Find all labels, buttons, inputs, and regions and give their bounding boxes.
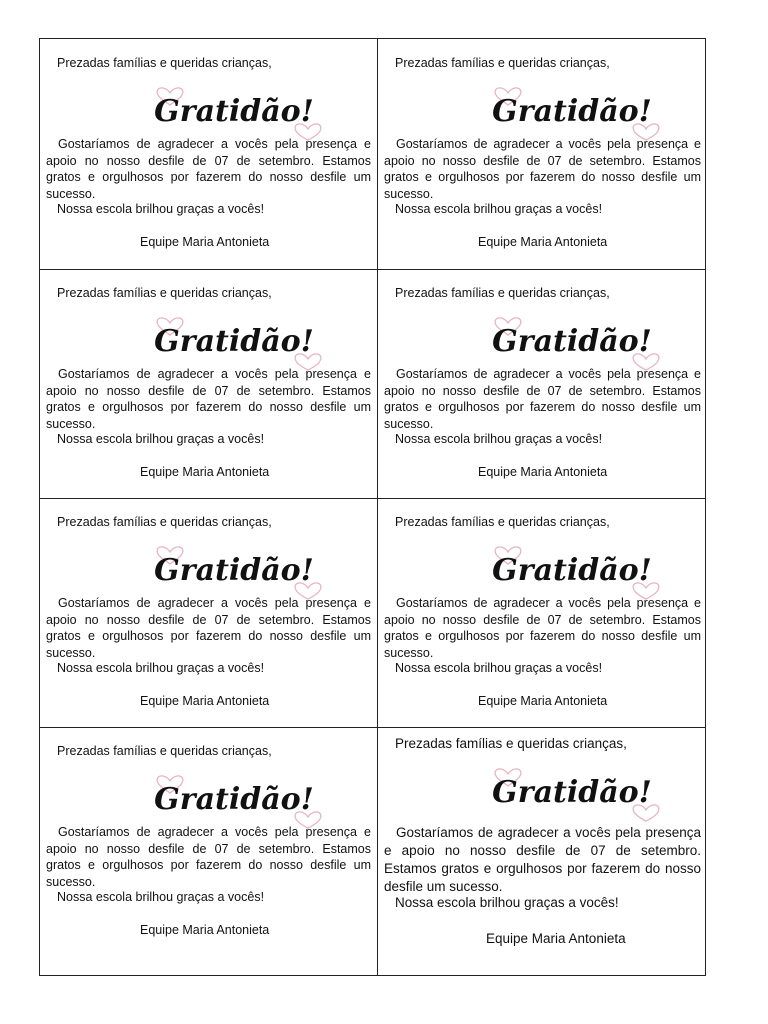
- message-text: Gostaríamos de agradecer a vocês pela presença e apoio no nosso desfile de 07 de setembro. Estamos gratos e orgulhosos por fazerem do nosso desfile um sucesso.: [46, 596, 371, 660]
- greeting: Prezadas famílias e queridas crianças,: [57, 286, 272, 300]
- message-body: [384, 366, 701, 432]
- gratidao-logo: [470, 538, 675, 600]
- signature: Equipe Maria Antonieta: [478, 694, 608, 708]
- message-text: Gostaríamos de agradecer a vocês pela presença e apoio no nosso desfile de 07 de setembro. Estamos gratos e orgulhosos por fazerem do nosso desfile um sucesso.: [384, 596, 701, 660]
- svg-text:Gratidão!: Gratidão!: [154, 553, 314, 588]
- signature: Equipe Maria Antonieta: [140, 694, 270, 708]
- message-text: Gostaríamos de agradecer a vocês pela presença e apoio no nosso desfile de 07 de setembro. Estamos gratos e orgulhosos por fazerem do nosso desfile um sucesso.: [46, 825, 371, 889]
- signature: Equipe Maria Antonieta: [140, 235, 270, 249]
- thank-you-card: [40, 727, 377, 977]
- closing-line: Nossa escola brilhou graças a vocês!: [57, 202, 265, 216]
- closing-line: Nossa escola brilhou graças a vocês!: [57, 661, 265, 675]
- svg-text:Gratidão!: Gratidão!: [154, 94, 314, 129]
- message-body: [384, 824, 701, 896]
- svg-text:Gratidão!: Gratidão!: [492, 324, 652, 359]
- message-text: Gostaríamos de agradecer a vocês pela presença e apoio no nosso desfile de 07 de setembro. Estamos gratos e orgulhosos por fazerem do nosso desfile um sucesso.: [384, 367, 701, 431]
- closing-line: Nossa escola brilhou graças a vocês!: [395, 432, 603, 446]
- greeting: Prezadas famílias e queridas crianças,: [395, 736, 627, 751]
- signature: Equipe Maria Antonieta: [140, 465, 270, 479]
- signature: Equipe Maria Antonieta: [478, 465, 608, 479]
- svg-text:Gratidão!: Gratidão!: [492, 94, 652, 129]
- closing-line: Nossa escola brilhou graças a vocês!: [395, 895, 619, 910]
- thank-you-card: [378, 269, 707, 498]
- signature: Equipe Maria Antonieta: [140, 923, 270, 937]
- svg-text:Gratidão!: Gratidão!: [154, 324, 314, 359]
- thank-you-card: [378, 498, 707, 727]
- gratidao-logo: [132, 767, 337, 829]
- thank-you-card: [40, 498, 377, 727]
- message-body: [46, 136, 371, 202]
- gratidao-logo: [470, 760, 675, 822]
- message-body: [46, 824, 371, 890]
- message-body: [46, 595, 371, 661]
- thank-you-card: [378, 727, 707, 977]
- message-body: [46, 366, 371, 432]
- closing-line: Nossa escola brilhou graças a vocês!: [57, 432, 265, 446]
- thank-you-card: [40, 269, 377, 498]
- closing-line: Nossa escola brilhou graças a vocês!: [57, 890, 265, 904]
- closing-line: Nossa escola brilhou graças a vocês!: [395, 202, 603, 216]
- message-text: Gostaríamos de agradecer a vocês pela presença e apoio no nosso desfile de 07 de setembro. Estamos gratos e orgulhosos por fazerem do nosso desfile um sucesso.: [384, 137, 701, 201]
- message-body: [384, 595, 701, 661]
- svg-text:Gratidão!: Gratidão!: [492, 775, 652, 810]
- thank-you-card: [378, 39, 707, 268]
- gratidao-logo: [132, 309, 337, 371]
- signature: Equipe Maria Antonieta: [486, 931, 626, 946]
- svg-text:Gratidão!: Gratidão!: [154, 782, 314, 817]
- message-body: [384, 136, 701, 202]
- gratidao-logo: [132, 538, 337, 600]
- greeting: Prezadas famílias e queridas crianças,: [395, 286, 610, 300]
- greeting: Prezadas famílias e queridas crianças,: [57, 56, 272, 70]
- greeting: Prezadas famílias e queridas crianças,: [57, 744, 272, 758]
- message-text: Gostaríamos de agradecer a vocês pela presença e apoio no nosso desfile de 07 de setembro. Estamos gratos e orgulhosos por fazerem do nosso desfile um sucesso.: [46, 137, 371, 201]
- greeting: Prezadas famílias e queridas crianças,: [57, 515, 272, 529]
- svg-text:Gratidão!: Gratidão!: [492, 553, 652, 588]
- card-grid: [39, 38, 706, 976]
- gratidao-logo: [470, 79, 675, 141]
- message-text: Gostaríamos de agradecer a vocês pela presença e apoio no nosso desfile de 07 de setembro. Estamos gratos e orgulhosos por fazerem do nosso desfile um sucesso.: [384, 825, 701, 894]
- thank-you-card: [40, 39, 377, 268]
- signature: Equipe Maria Antonieta: [478, 235, 608, 249]
- greeting: Prezadas famílias e queridas crianças,: [395, 56, 610, 70]
- gratidao-logo: [132, 79, 337, 141]
- gratidao-logo: [470, 309, 675, 371]
- greeting: Prezadas famílias e queridas crianças,: [395, 515, 610, 529]
- closing-line: Nossa escola brilhou graças a vocês!: [395, 661, 603, 675]
- message-text: Gostaríamos de agradecer a vocês pela presença e apoio no nosso desfile de 07 de setembro. Estamos gratos e orgulhosos por fazerem do nosso desfile um sucesso.: [46, 367, 371, 431]
